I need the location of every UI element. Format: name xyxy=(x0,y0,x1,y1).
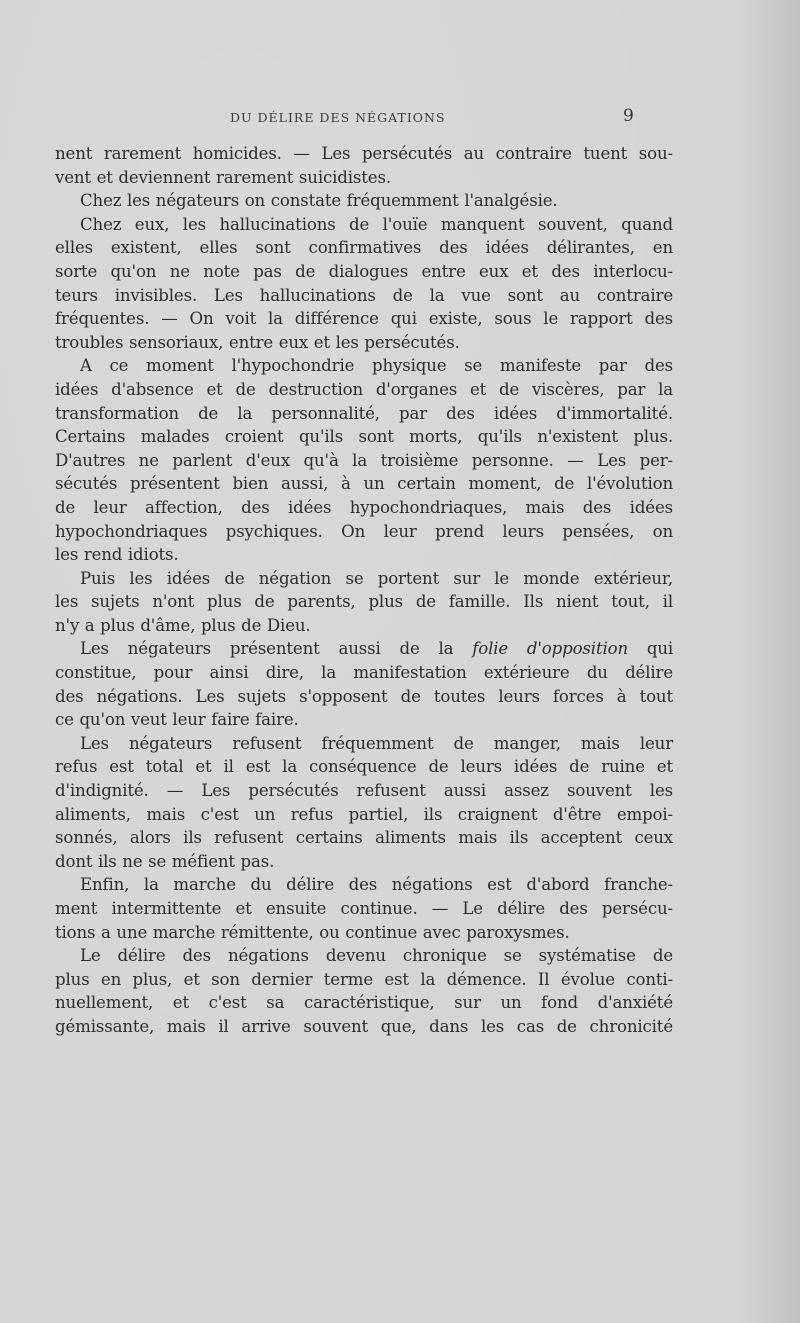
text-line: Puis les idées de négation se portent sur le monde extérieur, xyxy=(80,568,673,588)
text-line: nent rarement homicides. — Les persécutés au contraire tuent sou- xyxy=(55,144,673,163)
paragraph-folie-opposition xyxy=(55,637,673,731)
text-line: fréquentes. — On voit la différence qui existe, sous le rapport des xyxy=(55,309,673,329)
text-line: hypochondriaques psychiques. On leur prend leurs pensées, on xyxy=(55,521,673,541)
text-line: idées d'absence et de destruction d'organes et de viscères, par la xyxy=(55,379,673,399)
text-line: n'y a plus d'âme, plus de Dieu. xyxy=(55,615,311,635)
text-line: de leur affection, des idées hypochondriaques, mais des idées xyxy=(55,497,673,517)
text-run: qui xyxy=(646,639,674,659)
running-header xyxy=(55,108,673,134)
paragraph-refus-aliments xyxy=(55,732,673,874)
text-line: plus en plus, et son dernier terme est la démence. Il évolue conti- xyxy=(55,969,673,989)
page-number: 9 xyxy=(623,106,634,126)
text-line: tions a une marche rémittente, ou continue avec paroxysmes. xyxy=(55,922,570,942)
text-line: sorte qu'on ne note pas de dialogues entre eux et des interlocu- xyxy=(55,261,673,281)
text-line: des négations. Les sujets s'opposent de toutes leurs forces à tout xyxy=(55,686,673,706)
paragraph-hypochondrie xyxy=(55,354,673,566)
text-line: les sujets n'ont plus de parents, plus de famille. Ils nient tout, il xyxy=(55,592,673,612)
text-run: Les négateurs présentent aussi de la xyxy=(80,639,454,659)
text-line: sécutés présentent bien aussi, à un certain moment, de l'évolution xyxy=(55,474,673,494)
text-line: teurs invisibles. Les hallucinations de la vue sont au contraire xyxy=(55,285,673,305)
paragraph-continuation xyxy=(55,142,673,189)
paragraph-negation-monde xyxy=(55,567,673,638)
text-line: ce qu'on veut leur faire faire. xyxy=(55,710,299,730)
text-line: Chez eux, les hallucinations de l'ouïe manquent souvent, quand xyxy=(80,214,673,234)
text-line: Certains malades croient qu'ils sont morts, qu'ils n'existent plus. xyxy=(55,427,673,447)
text-line: refus est total et il est la conséquence de leurs idées de ruine et xyxy=(55,757,673,777)
paragraph-marche xyxy=(55,873,673,944)
text-line: Enfin, la marche du délire des négations est d'abord franche- xyxy=(80,875,673,895)
text-line: gémissante, mais il arrive souvent que, dans les cas de chronicité xyxy=(55,1016,673,1036)
book-page xyxy=(55,108,673,1039)
paragraph-analgesie xyxy=(55,189,673,213)
text-line: d'indignité. — Les persécutés refusent aussi assez souvent les xyxy=(55,781,673,801)
text-line: Chez les négateurs on constate fréquemment l'analgésie. xyxy=(80,191,558,211)
text-line: nuellement, et c'est sa caractéristique, sur un fond d'anxiété xyxy=(55,993,673,1013)
text-line: ment intermittente et ensuite continue. — Le délire des persécu- xyxy=(55,899,673,918)
text-line: Le délire des négations devenu chronique se systématise de xyxy=(80,946,673,966)
running-title: DU DÉLIRE DES NÉGATIONS xyxy=(230,110,446,125)
text-line: sonnés, alors ils refusent certains aliments mais ils acceptent ceux xyxy=(55,828,673,848)
paragraph-hallucinations xyxy=(55,213,673,355)
text-line: constitue, pour ainsi dire, la manifestation extérieure du délire xyxy=(55,663,673,683)
text-line: transformation de la personnalité, par des idées d'immortalité. xyxy=(55,403,673,423)
text-line: dont ils ne se méfient pas. xyxy=(55,851,275,871)
text-line: vent et deviennent rarement suicidistes. xyxy=(55,167,391,187)
text-line xyxy=(55,637,673,661)
text-line: troubles sensoriaux, entre eux et les persécutés. xyxy=(55,332,460,352)
text-line: les rend idiots. xyxy=(55,545,179,565)
body-text xyxy=(55,142,673,1039)
text-line: A ce moment l'hypochondrie physique se manifeste par des xyxy=(80,356,673,376)
text-line: aliments, mais c'est un refus partiel, ils craignent d'être empoi- xyxy=(55,804,673,824)
italic-term: folie d'opposition xyxy=(472,639,628,659)
text-line: elles existent, elles sont confirmatives des idées délirantes, en xyxy=(55,238,673,258)
paragraph-chronique xyxy=(55,944,673,1038)
text-line: Les négateurs refusent fréquemment de manger, mais leur xyxy=(80,733,673,753)
text-line: D'autres ne parlent d'eux qu'à la troisième personne. — Les per- xyxy=(55,450,673,470)
